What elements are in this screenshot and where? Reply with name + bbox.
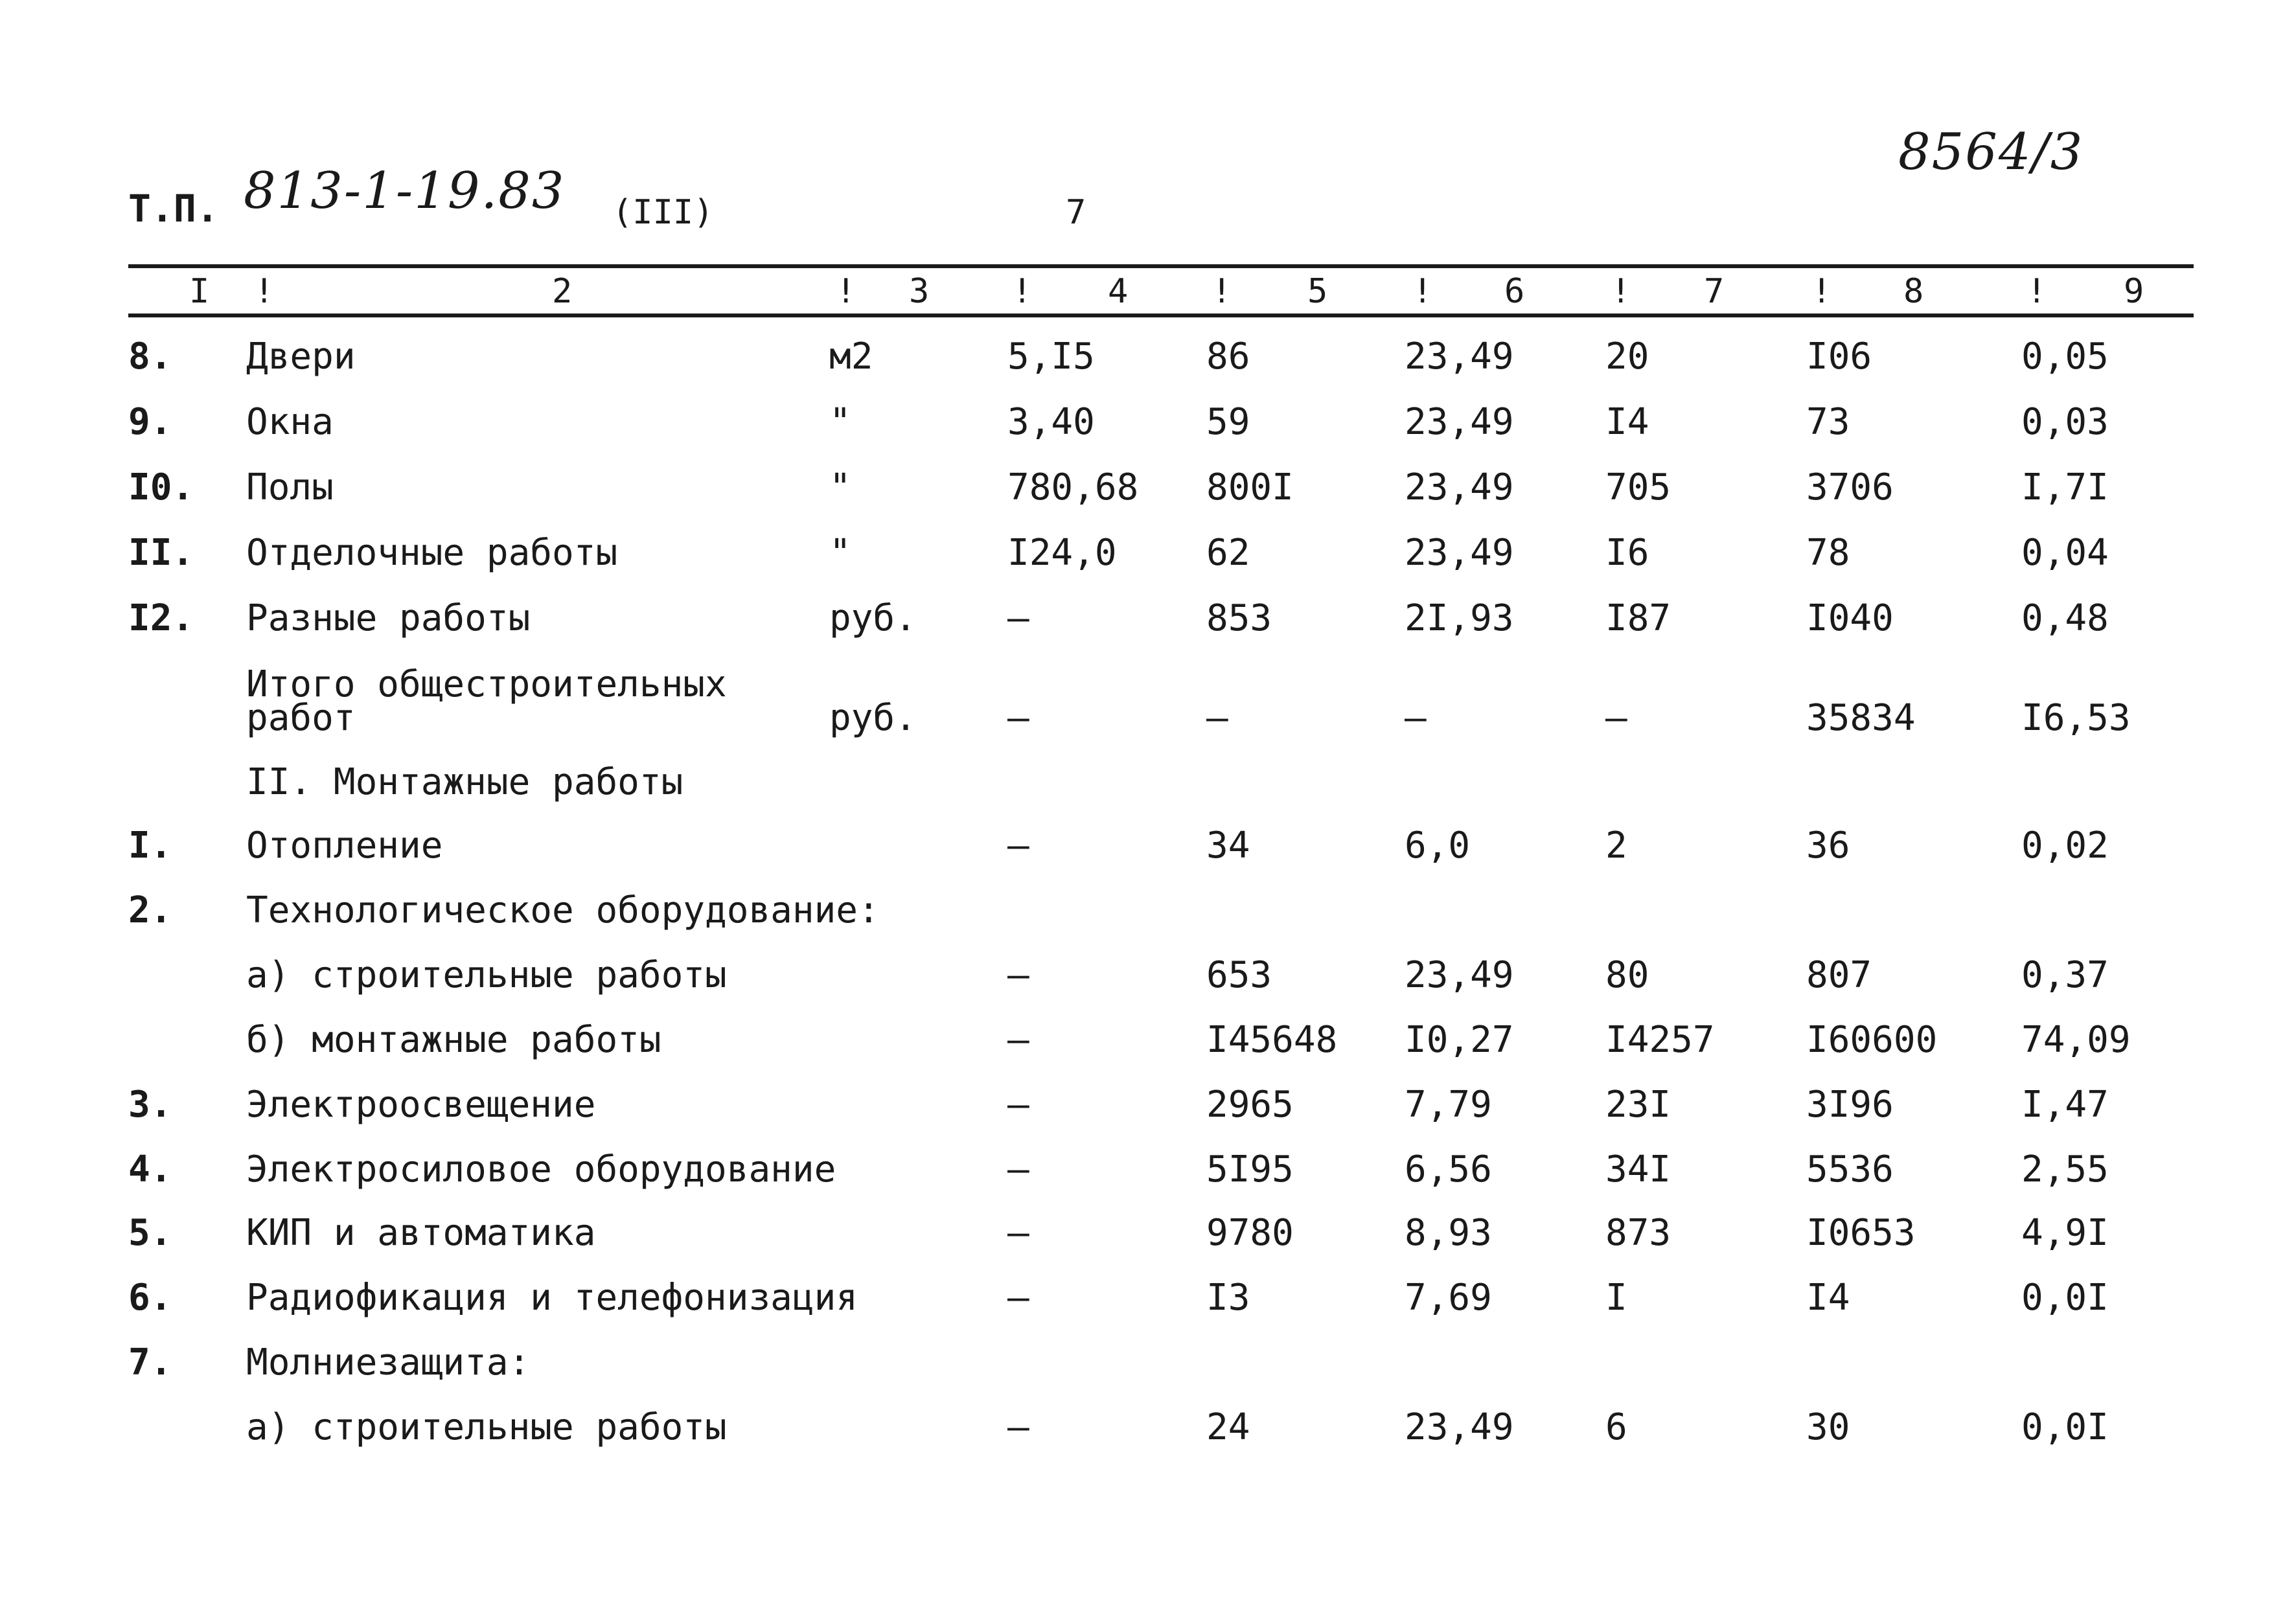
col-8-value: 3I96 <box>1806 1084 1894 1126</box>
col-6-value: 6,0 <box>1405 825 1471 867</box>
col-4-value: – <box>1007 1406 1029 1448</box>
col-4-value: – <box>1007 597 1029 639</box>
column-separator: ! <box>1811 272 1832 311</box>
unit: " <box>829 532 851 574</box>
table-row <box>0 955 2296 1020</box>
col-9-value: 2,55 <box>2021 1148 2109 1191</box>
work-name: Окна <box>246 401 334 443</box>
col-7-value: I4257 <box>1605 1019 1715 1061</box>
col-4-value: 5,I5 <box>1007 336 1095 378</box>
row-number: II. <box>128 532 194 574</box>
column-header-9: 9 <box>2124 272 2144 311</box>
part-number: (III) <box>612 193 714 232</box>
table-row <box>0 402 2296 467</box>
col-6-value: 23,49 <box>1405 466 1514 508</box>
unit: руб. <box>829 697 917 739</box>
work-name: Отделочные работы <box>246 532 618 574</box>
col-6-value: 23,49 <box>1405 336 1514 378</box>
table-row <box>0 598 2296 663</box>
col-4-value: I24,0 <box>1007 532 1117 574</box>
col-7-value: 80 <box>1605 954 1649 996</box>
col-5-value: 62 <box>1206 532 1250 574</box>
col-6-value: 23,49 <box>1405 1406 1514 1448</box>
row-number: 2. <box>128 889 172 931</box>
work-name: Технологическое оборудование: <box>246 889 880 931</box>
table-row <box>0 1085 2296 1150</box>
col-9-value: 0,04 <box>2021 532 2109 574</box>
column-header-4: 4 <box>1108 272 1129 311</box>
col-4-value: – <box>1007 1277 1029 1319</box>
table-row <box>0 1150 2296 1214</box>
section-heading: II. Монтажные работы <box>246 761 683 803</box>
col-5-value: 653 <box>1206 954 1272 996</box>
subtotal-label: Итого общестроительных <box>246 663 727 705</box>
row-number: 8. <box>128 336 172 378</box>
col-8-value: I60600 <box>1806 1019 1938 1061</box>
col-6-value: 23,49 <box>1405 954 1514 996</box>
col-5-value: 2965 <box>1206 1084 1294 1126</box>
row-number: 3. <box>128 1084 172 1126</box>
col-9-value: 0,05 <box>2021 336 2109 378</box>
row-number: I0. <box>128 466 194 508</box>
col-9-value: 0,0I <box>2021 1406 2109 1448</box>
col-9-value: 0,02 <box>2021 825 2109 867</box>
col-9-value: I,47 <box>2021 1084 2109 1126</box>
column-separator: ! <box>2026 272 2047 311</box>
col-5-value: I3 <box>1206 1277 1250 1319</box>
row-number: 4. <box>128 1148 172 1191</box>
work-name: а) строительные работы <box>246 1406 727 1448</box>
subtotal-label-continuation: работ <box>246 697 356 739</box>
col-8-value: 35834 <box>1806 697 1916 739</box>
work-name: Радиофикация и телефонизация <box>246 1277 858 1319</box>
col-8-value: I4 <box>1806 1277 1850 1319</box>
column-separator: ! <box>1012 272 1033 311</box>
unit: " <box>829 401 851 443</box>
col-7-value: I <box>1605 1277 1627 1319</box>
col-6-value: 6,56 <box>1405 1148 1492 1191</box>
col-5-value: 59 <box>1206 401 1250 443</box>
col-4-value: – <box>1007 697 1029 739</box>
section-heading-row <box>0 762 2296 827</box>
col-8-value: 3706 <box>1806 466 1894 508</box>
col-7-value: 23I <box>1605 1084 1671 1126</box>
work-name: КИП и автоматика <box>246 1212 596 1254</box>
unit: руб. <box>829 597 917 639</box>
row-number: I2. <box>128 597 194 639</box>
col-4-value: 3,40 <box>1007 401 1095 443</box>
archive-number-handwritten: 8564/3 <box>1898 123 2084 181</box>
col-5-value: I45648 <box>1206 1019 1338 1061</box>
table-row <box>0 1408 2296 1472</box>
col-5-value: 24 <box>1206 1406 1250 1448</box>
col-8-value: 36 <box>1806 825 1850 867</box>
col-6-value: 7,79 <box>1405 1084 1492 1126</box>
row-number: 9. <box>128 401 172 443</box>
table-row <box>0 468 2296 532</box>
project-number-handwritten: 813-1-19.83 <box>244 162 566 220</box>
col-9-value: 4,9I <box>2021 1212 2109 1254</box>
column-separator: ! <box>254 272 275 311</box>
col-7-value: I87 <box>1605 597 1671 639</box>
col-8-value: 30 <box>1806 1406 1850 1448</box>
col-7-value: 873 <box>1605 1212 1671 1254</box>
col-5-value: 34 <box>1206 825 1250 867</box>
table-row <box>0 826 2296 891</box>
table-row <box>0 1213 2296 1278</box>
unit: " <box>829 466 851 508</box>
col-5-value: 5I95 <box>1206 1148 1294 1191</box>
row-number: I. <box>128 825 172 867</box>
col-4-value: – <box>1007 825 1029 867</box>
column-separator: ! <box>836 272 856 311</box>
col-6-value: – <box>1405 697 1427 739</box>
col-4-value: – <box>1007 1212 1029 1254</box>
col-6-value: 23,49 <box>1405 401 1514 443</box>
col-4-value: – <box>1007 1019 1029 1061</box>
col-8-value: I040 <box>1806 597 1894 639</box>
col-9-value: I,7I <box>2021 466 2109 508</box>
column-header-6: 6 <box>1504 272 1525 311</box>
col-7-value: – <box>1605 697 1627 739</box>
col-7-value: 6 <box>1605 1406 1627 1448</box>
col-4-value: – <box>1007 954 1029 996</box>
col-6-value: I0,27 <box>1405 1019 1514 1061</box>
col-4-value: 780,68 <box>1007 466 1139 508</box>
col-5-value: 853 <box>1206 597 1272 639</box>
subtotal-row <box>0 663 2296 751</box>
col-5-value: 9780 <box>1206 1212 1294 1254</box>
col-8-value: 807 <box>1806 954 1872 996</box>
col-9-value: 74,09 <box>2021 1019 2131 1061</box>
col-6-value: 23,49 <box>1405 532 1514 574</box>
col-8-value: 5536 <box>1806 1148 1894 1191</box>
col-7-value: 705 <box>1605 466 1671 508</box>
col-6-value: 7,69 <box>1405 1277 1492 1319</box>
column-separator: ! <box>1611 272 1631 311</box>
table-top-rule <box>128 264 2194 268</box>
col-4-value: – <box>1007 1148 1029 1191</box>
col-7-value: 20 <box>1605 336 1649 378</box>
col-5-value: – <box>1206 697 1228 739</box>
document-prefix: Т.П. <box>128 187 219 231</box>
row-number: 6. <box>128 1277 172 1319</box>
column-header-2: 2 <box>552 272 573 311</box>
work-name: Отопление <box>246 825 443 867</box>
table-row <box>0 891 2296 955</box>
col-9-value: 0,0I <box>2021 1277 2109 1319</box>
col-8-value: 73 <box>1806 401 1850 443</box>
col-7-value: I4 <box>1605 401 1649 443</box>
col-8-value: I0653 <box>1806 1212 1916 1254</box>
col-4-value: – <box>1007 1084 1029 1126</box>
table-row <box>0 337 2296 402</box>
work-name: а) строительные работы <box>246 954 727 996</box>
column-separator: ! <box>1211 272 1232 311</box>
col-9-value: 0,48 <box>2021 597 2109 639</box>
table-row <box>0 533 2296 598</box>
col-7-value: 2 <box>1605 825 1627 867</box>
col-9-value: 0,03 <box>2021 401 2109 443</box>
col-8-value: I06 <box>1806 336 1872 378</box>
work-name: б) монтажные работы <box>246 1019 661 1061</box>
work-name: Полы <box>246 466 334 508</box>
col-8-value: 78 <box>1806 532 1850 574</box>
table-header-rule <box>128 313 2194 317</box>
col-9-value: 0,37 <box>2021 954 2109 996</box>
col-6-value: 2I,93 <box>1405 597 1514 639</box>
column-header-3: 3 <box>909 272 930 311</box>
work-name: Двери <box>246 336 356 378</box>
col-7-value: 34I <box>1605 1148 1671 1191</box>
unit: м2 <box>829 336 873 378</box>
work-name: Молниезащита: <box>246 1341 531 1384</box>
column-header-5: 5 <box>1307 272 1328 311</box>
col-7-value: I6 <box>1605 532 1649 574</box>
work-name: Разные работы <box>246 597 531 639</box>
work-name: Электроосвещение <box>246 1084 596 1126</box>
work-name: Электросиловое оборудование <box>246 1148 836 1191</box>
col-5-value: 800I <box>1206 466 1294 508</box>
column-header-1: I <box>189 272 210 311</box>
column-header-8: 8 <box>1903 272 1924 311</box>
column-separator: ! <box>1412 272 1433 311</box>
column-header-7: 7 <box>1704 272 1725 311</box>
table-row <box>0 1278 2296 1343</box>
col-9-value: I6,53 <box>2021 697 2131 739</box>
col-5-value: 86 <box>1206 336 1250 378</box>
table-row <box>0 1020 2296 1085</box>
row-number: 5. <box>128 1212 172 1254</box>
table-row <box>0 1343 2296 1408</box>
page-number: 7 <box>1066 193 1086 232</box>
col-6-value: 8,93 <box>1405 1212 1492 1254</box>
row-number: 7. <box>128 1341 172 1384</box>
